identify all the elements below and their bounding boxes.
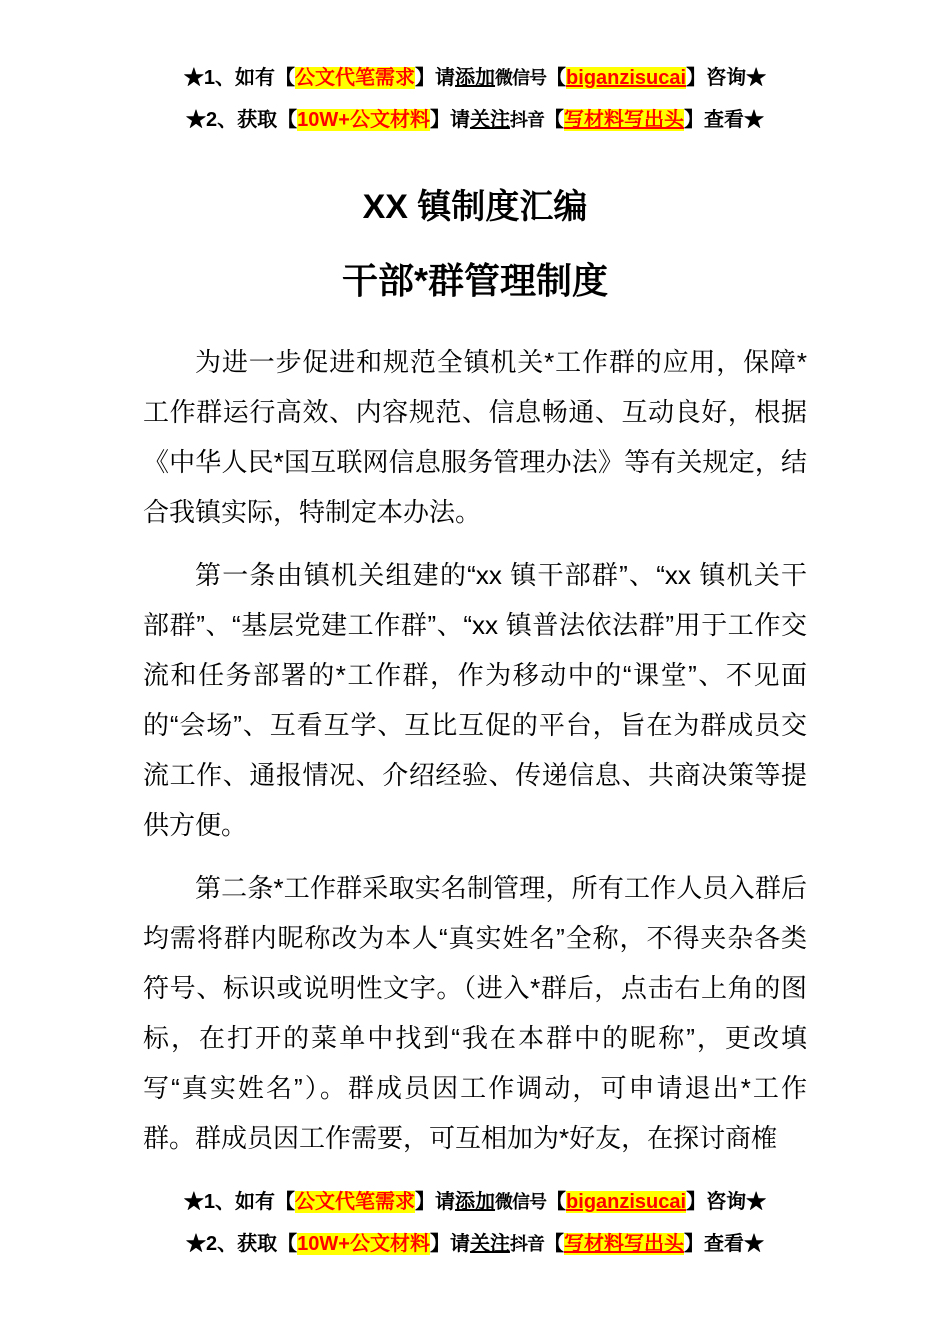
promo-line2-mid: 】请 [429, 109, 470, 131]
promo-line1-bracket: 【 [546, 67, 567, 89]
promo-line1-highlight-account: biganzisucai [566, 67, 687, 89]
promo-footer [0, 1181, 950, 1265]
promo-line1-channel-wechat: 微信号 [495, 68, 547, 88]
promo-line2-underlined-follow: 关注 [469, 109, 510, 131]
promo-line1-bracket: 【 [546, 1191, 567, 1213]
promo-header-line-2 [0, 99, 950, 141]
promo-footer-line-2 [0, 1223, 950, 1265]
promo-line2-channel-douyin: 抖音 [509, 1234, 544, 1254]
promo-line1-suffix: 】咨询★ [686, 67, 767, 89]
promo-line2-suffix: 】查看★ [683, 1233, 764, 1255]
promo-footer-line-1 [0, 1181, 950, 1223]
promo-line1-underlined-add: 添加 [455, 67, 496, 89]
paragraph-article-2: 第二条*工作群采取实名制管理，所有工作人员入群后均需将群内昵称改为本人“真实姓名”全称，不得夹杂各类符号、标识或说明性文字。（进入*群后，点击右上角的图标，在打开的菜单中找到“我在本群中的昵称”，更改填写“真实姓名”）。群成员因工作调动，可申请退出*工作群。群成员因工作需要，可互相加为*好友，在探讨商榷 [143, 873, 807, 1153]
promo-line1-prefix: ★1、如有【 [183, 67, 296, 89]
promo-line2-highlight-material: 10W+公文材料 [297, 109, 430, 131]
promo-line2-mid: 】请 [429, 1233, 470, 1255]
paragraph-intro: 为进一步促进和规范全镇机关*工作群的应用，保障*工作群运行高效、内容规范、信息畅通、互动良好，根据《中华人民*国互联网信息服务管理办法》等有关规定，结合我镇实际，特制定本办法。 [143, 347, 807, 527]
promo-line2-prefix: ★2、获取【 [186, 109, 298, 131]
promo-line1-highlight-need: 公文代笔需求 [295, 67, 416, 89]
doc-title: XX 镇制度汇编 [362, 188, 588, 226]
promo-header-line-1 [0, 57, 950, 99]
promo-line1-mid: 】请 [415, 67, 456, 89]
doc-body [143, 337, 807, 1163]
promo-line1-highlight-need: 公文代笔需求 [295, 1191, 416, 1213]
promo-line2-highlight-account: 写材料写出头 [563, 109, 684, 131]
promo-line2-bracket: 【 [543, 109, 564, 131]
promo-line2-channel-douyin: 抖音 [509, 110, 544, 130]
promo-line2-bracket: 【 [543, 1233, 564, 1255]
promo-line1-channel-wechat: 微信号 [495, 1192, 547, 1212]
promo-line2-highlight-material: 10W+公文材料 [297, 1233, 430, 1255]
promo-line2-underlined-follow: 关注 [469, 1233, 510, 1255]
promo-line1-mid: 】请 [415, 1191, 456, 1213]
promo-line1-prefix: ★1、如有【 [183, 1191, 296, 1213]
promo-line2-highlight-account: 写材料写出头 [563, 1233, 684, 1255]
doc-subtitle: 干部*群管理制度 [341, 260, 608, 301]
paragraph-article-1: 第一条由镇机关组建的“xx 镇干部群”、“xx 镇机关干部群”、“基层党建工作群”、“xx 镇普法依法群”用于工作交流和任务部署的*工作群，作为移动中的“课堂”、不见面的“会场”、互看互学、互比互促的平台，旨在为群成员交流工作、通报情况、介绍经验、传递信息、共商决策等提供方便。 [143, 560, 807, 840]
promo-header [0, 0, 950, 141]
promo-line1-suffix: 】咨询★ [686, 1191, 767, 1213]
promo-line1-highlight-account: biganzisucai [566, 1191, 687, 1213]
promo-line2-prefix: ★2、获取【 [186, 1233, 298, 1255]
promo-line1-underlined-add: 添加 [455, 1191, 496, 1213]
promo-line2-suffix: 】查看★ [683, 109, 764, 131]
